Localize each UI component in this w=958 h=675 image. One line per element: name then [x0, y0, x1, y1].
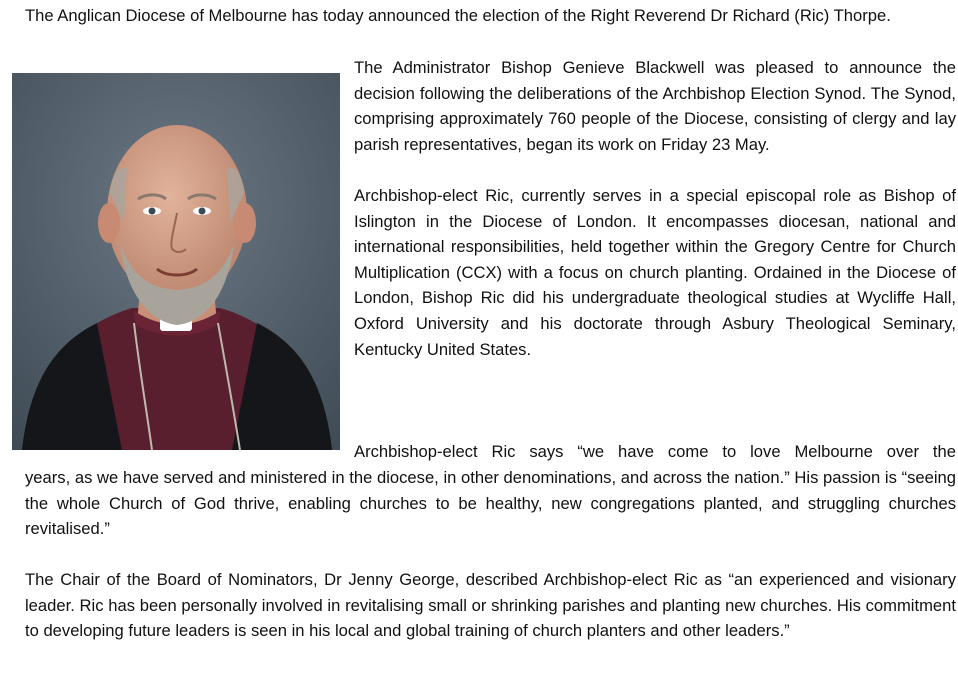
text-column-right [354, 55, 956, 388]
intro-paragraph: The Anglican Diocese of Melbourne has today announced the election of the Right Reverend Dr Richard (Ric) Thorpe. [25, 6, 891, 25]
portrait-illustration [12, 73, 340, 450]
paragraph-announcement: The Administrator Bishop Genieve Blackwell was pleased to announce the decision following the deliberations of the Archbishop Election Synod. The Synod, comprising approximately 760 people of the Diocese, consisting of clergy and lay parish representatives, began its work on Friday 23 May. [354, 58, 956, 154]
paragraph-quote-first-line: Archbishop-elect Ric says “we have come to love Melbourne over the [354, 442, 956, 461]
portrait-photo [12, 73, 340, 450]
paragraph-quote-continued: years, as we have served and ministered in the diocese, in other denominations, and across the nation.” His passion is “seeing the whole Church of God thrive, enabling churches to be healthy, new congregations planted, and struggling churches revitalised.” [25, 468, 956, 539]
paragraph-background: Archbishop-elect Ric, currently serves in a special episcopal role as Bishop of Islington in the Diocese of London. It encompasses diocesan, national and international responsibilities, held together within the Gregory Centre for Church Multiplication (CCX) with a focus on church planting. Ordained in the Diocese of London, Bishop Ric did his undergraduate theological studies at Wycliffe Hall, Oxford University and his doctorate through Asbury Theological Seminary, Kentucky United States. [354, 185, 956, 359]
paragraph-chair-statement: The Chair of the Board of Nominators, Dr Jenny George, described Archbishop-elect Ric as “an experienced and visionary leader. Ric has been personally involved in revitalising small or shrinking parishes and planting new churches. His commitment to developing future leaders is seen in his local and global training of church planters and other leaders.” [25, 570, 956, 641]
